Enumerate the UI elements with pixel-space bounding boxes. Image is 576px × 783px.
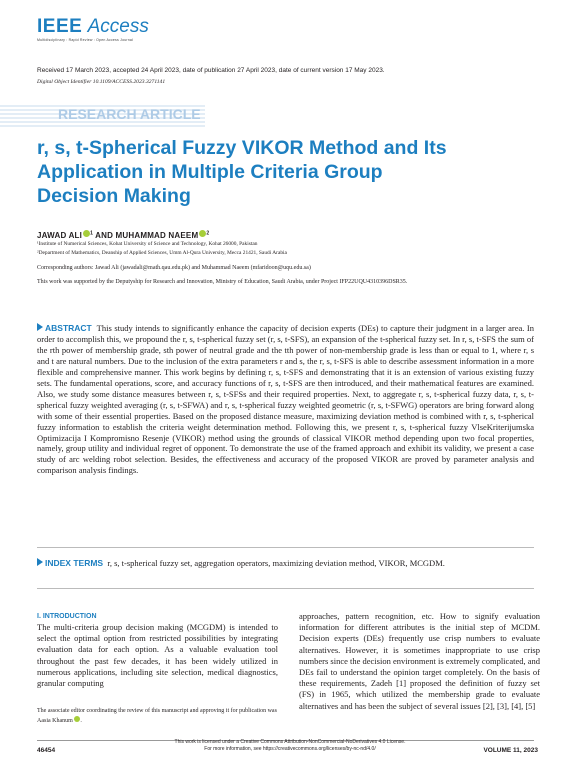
article-type: RESEARCH ARTICLE — [58, 106, 201, 122]
paper-title: r, s, t-Spherical Fuzzy VIKOR Method and Its Application in Multiple Criteria Group Decision Making — [37, 137, 447, 207]
license-notice: This work is licensed under a Creative Commons Attribution-NonCommercial-NoDerivatives 4.0 License. For more information, see https://creativecommons.org/licenses/by-nc-nd/4.0/ — [130, 739, 450, 753]
article-dates: Received 17 March 2023, accepted 24 April 2023, date of publication 27 April 2023, date of current version 17 May 2023. — [37, 67, 385, 74]
author-2[interactable]: MUHAMMAD NAEEM — [115, 231, 199, 240]
triangle-marker-icon — [37, 323, 43, 331]
orcid-icon[interactable] — [83, 230, 90, 237]
index-terms-text: r, s, t-spherical fuzzy set, aggregation operators, maximizing deviation method, VIKOR, MCGDM. — [107, 558, 445, 568]
affiliation-2: ²Department of Mathematics, Deanship of Applied Sciences, Umm Al-Qura University, Mecca 21421, Saudi Arabia — [37, 250, 287, 256]
body-left-column: The multi-criteria group decision making (MCGDM) is intended to select the optimal option from restricted possibilities by integrating evaluation data for each option. As a valuable evaluation tool throughout the past few decades, it has been widely utilized in numerous applications, including site selection, medical diagnostics, granular computing — [37, 622, 278, 689]
divider — [37, 547, 534, 548]
divider — [37, 588, 534, 589]
triangle-marker-icon — [37, 558, 43, 566]
abstract-text: This study intends to significantly enhance the capacity of decision experts (DEs) to capture their judgment in a larger area. In order to accomplish this, we propound the r, s, t-spherical fuzzy set (r, s, t-SFS), an expansion of the t-spherical fuzzy set. In r, s, t-SFS the sum of the rth power of membership grade, sth power of neutral grade and the tth power of non-membership grade is less than or equal to 1, where r, s and t are natural numbers. Due to the inclusion of the extra parameters r and s, the r, s, t-SFS is able to describe assessment information in a more flexible and comprehensive manner. This work begins by defining r, s, t-SFS and demonstrating that it is an extension of various existing fuzzy sets. The fundamental operations, score, and accuracy functions of r, s, t-SFS are then introduced, and their mathematical features are examined. Also, we study some distance measures between r, s, t-SFSs and their required properties. Next, to aggregate r, s, t-spherical fuzzy data, r, s, t-spherical fuzzy weighted averaging (r, s, t-SFWA) and r, s, t-spherical fuzzy weighted geometric (r, s, t-SFWG) operators are bring forward along with some of their essential properties. Based on the proposed distance measure, maximizing deviation method is combined with r, s, t-spherical fuzzy information to establish the criteria weight determination method. Following this, we present r, s, t-spherical fuzzy VlseKriterijumska Optimizacija I Kompromisno Resenje (VIKOR) method using the grounds of classical VIKOR method depending upon two focal properties, namely, group utility and individual regret of opponent. To demonstrate the use of the framed approach and exhibit its validity, we present a case study of arc welding robot selection. Besides, the effectiveness and accuracy of the proposed VIKOR are proved by parameter analysis and comparison analysis findings. — [37, 323, 534, 476]
license-link[interactable]: For more information, see https://creativecommons.org/licenses/by-nc-nd/4.0/ — [204, 746, 376, 752]
section-heading: I. INTRODUCTION — [37, 613, 97, 620]
funding-note: This work was supported by the Deputyship for Research and Innovation, Ministry of Education, Saudi Arabia, under Project IFP22UQU4310396DSR35. — [37, 279, 408, 285]
author-1[interactable]: JAWAD ALI — [37, 231, 83, 240]
page-number: 46454 — [37, 747, 56, 754]
index-terms — [37, 558, 534, 569]
journal-tagline: Multidisciplinary : Rapid Review : Open Access Journal — [37, 38, 134, 42]
body-right-column: approaches, pattern recognition, etc. How to signify evaluation information for different attributes is the initial step of MCDM. Decision experts (DEs) frequently use crisp numbers to evaluate alternatives. However, it is sometimes inappropriate to use crisp numbers since the decision environment is extremely complicated, and DEs fail to understand the opinion target completely. On the basis of these requirements, Zadeh [1] proposed the definition of fuzzy set (FS) in 1965, which utilized the membership grade to evaluate alternatives and has been the subject of several issues [2], [3], [4], [5] — [299, 611, 540, 711]
ieee-access-logo: IEEE Access — [37, 16, 149, 37]
abstract-label: ABSTRACT — [45, 323, 92, 333]
index-terms-label: INDEX TERMS — [45, 558, 104, 568]
abstract — [37, 323, 534, 476]
author-list: JAWAD ALI $^1$ AND MUHAMMAD NAEEM $^2$ — [37, 230, 210, 240]
orcid-icon[interactable] — [74, 716, 80, 722]
volume-info: VOLUME 11, 2023 — [483, 747, 538, 754]
affiliation-1: ¹Institute of Numerical Sciences, Kohat University of Science and Technology, Kohat 26000, Pakistan — [37, 241, 258, 247]
doi: Digital Object Identifier 10.1109/ACCESS.2023.3271141 — [37, 79, 166, 85]
corresponding-authors: Corresponding authors: Jawad Ali (jawadali@math.qau.edu.pk) and Muhammad Naeem (mfaridoon@uqu.edu.sa) — [37, 265, 311, 271]
editor-footnote: The associate editor coordinating the review of this manuscript and approving it for publication was Aasia Khanum . — [37, 708, 277, 724]
